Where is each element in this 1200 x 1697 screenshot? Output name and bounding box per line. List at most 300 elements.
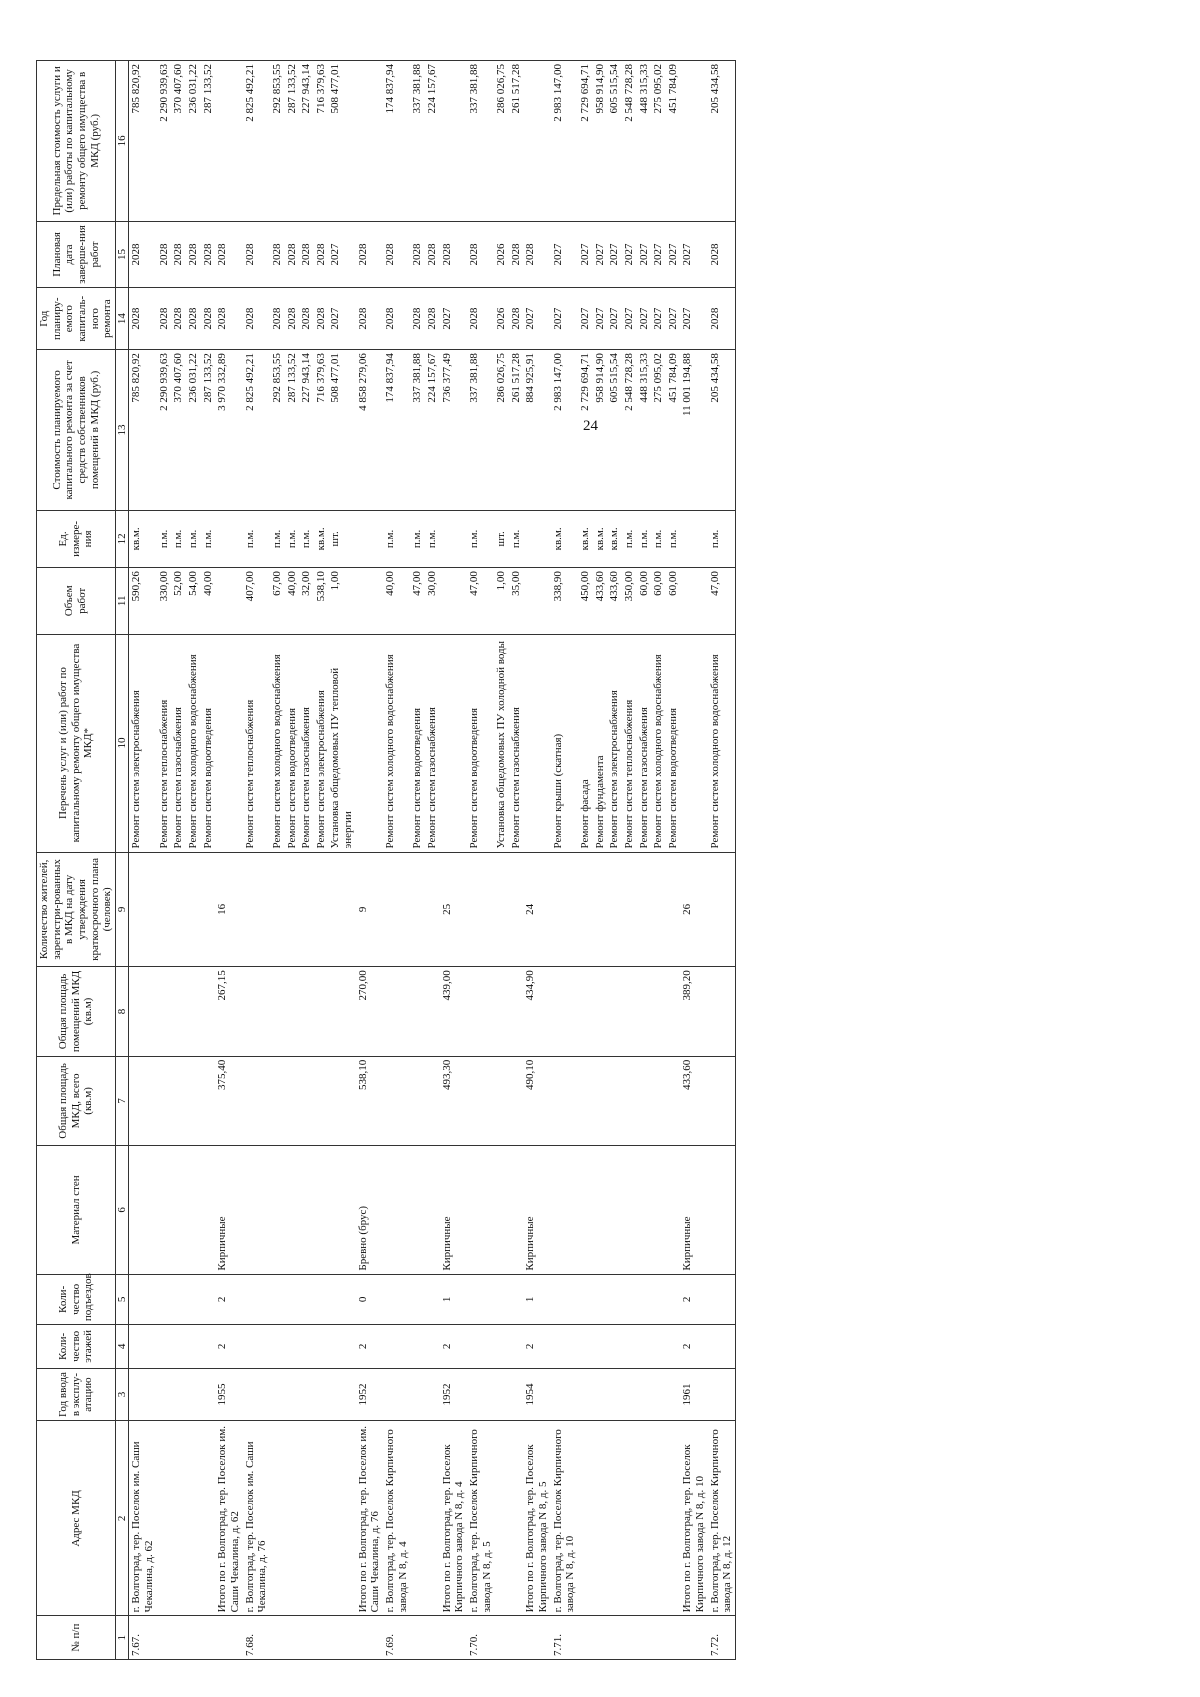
table-cell: 370 407,60 — [171, 61, 186, 222]
table-cell — [171, 1146, 186, 1274]
table-cell: 60,00 — [651, 568, 666, 635]
table-cell: 448 315,33 — [637, 61, 652, 222]
table-cell — [186, 1325, 201, 1369]
table-cell — [509, 1421, 524, 1616]
table-cell: кв.м. — [607, 510, 622, 567]
table-cell: 958 914,90 — [593, 61, 608, 222]
table-cell — [607, 1056, 622, 1145]
table-cell: 958 914,90 — [593, 350, 608, 511]
table-cell: 439,00 — [440, 967, 467, 1056]
table-cell — [509, 1325, 524, 1369]
table-cell — [328, 967, 355, 1056]
table-cell: п.м. — [285, 510, 300, 567]
table-row — [215, 61, 242, 1660]
table-cell — [314, 852, 329, 967]
column-number: 12 — [115, 510, 129, 567]
table-cell: п.м. — [186, 510, 201, 567]
table-cell: Ремонт систем теплоснабжения — [243, 634, 270, 852]
table-cell — [467, 1056, 494, 1145]
table-cell — [383, 967, 410, 1056]
table-row — [243, 61, 270, 1660]
table-row — [622, 61, 637, 1660]
table-cell — [494, 1616, 509, 1660]
table-cell — [593, 852, 608, 967]
table-cell: 330,00 — [157, 568, 172, 635]
table-cell — [578, 1274, 593, 1324]
table-cell — [299, 1146, 314, 1274]
table-cell: 2 290 939,63 — [157, 350, 172, 511]
table-cell — [157, 1421, 172, 1616]
table-row — [201, 61, 216, 1660]
table-cell: г. Волгоград, тер. Поселок Кирпичного завода N 8, д. 12 — [708, 1421, 736, 1616]
table-cell — [215, 568, 242, 635]
table-cell — [666, 967, 681, 1056]
table-cell: 434,90 — [523, 967, 550, 1056]
table-cell: Кирпичные — [680, 1146, 707, 1274]
table-cell — [285, 852, 300, 967]
table-cell — [299, 1274, 314, 1324]
table-cell — [186, 1368, 201, 1421]
table-cell: 286 026,75 — [494, 61, 509, 222]
table-cell — [299, 1056, 314, 1145]
table-cell: 2028 — [383, 288, 410, 350]
table-cell: Итого по г. Волгоград, тер. Поселок им. Саши Чекалина, д. 62 — [215, 1421, 242, 1616]
column-header: Материал стен — [37, 1146, 116, 1274]
table-cell: 2 — [523, 1325, 550, 1369]
table-cell — [215, 634, 242, 852]
table-cell — [171, 852, 186, 967]
table-cell: п.м. — [243, 510, 270, 567]
column-header: № п/п — [37, 1616, 116, 1660]
table-cell — [607, 1421, 622, 1616]
table-cell — [551, 1274, 578, 1324]
table-cell — [637, 1325, 652, 1369]
table-cell: кв.м. — [578, 510, 593, 567]
table-cell — [622, 1421, 637, 1616]
table-cell — [157, 852, 172, 967]
table-cell: 2028 — [299, 288, 314, 350]
table-cell — [607, 1325, 622, 1369]
table-cell — [186, 1274, 201, 1324]
table-cell: 490,10 — [523, 1056, 550, 1145]
table-cell: 370 407,60 — [171, 350, 186, 511]
table-cell: Кирпичные — [215, 1146, 242, 1274]
table-cell — [467, 967, 494, 1056]
table-cell — [129, 1368, 157, 1421]
table-cell — [215, 1616, 242, 1660]
table-cell: 2028 — [356, 221, 383, 288]
table-cell: 60,00 — [666, 568, 681, 635]
table-cell: 2027 — [651, 288, 666, 350]
table-cell — [666, 1325, 681, 1369]
table-cell: п.м. — [637, 510, 652, 567]
table-cell: Ремонт систем электроснабжения — [129, 634, 157, 852]
table-cell: 40,00 — [285, 568, 300, 635]
table-cell: 451 784,09 — [666, 61, 681, 222]
table-cell — [186, 1146, 201, 1274]
table-cell — [299, 1421, 314, 1616]
table-cell — [299, 1368, 314, 1421]
table-cell — [509, 1274, 524, 1324]
column-number: 1 — [115, 1616, 129, 1660]
table-cell — [467, 1368, 494, 1421]
table-cell: 4 858 279,06 — [356, 350, 383, 511]
table-cell — [171, 1616, 186, 1660]
table-cell — [201, 1421, 216, 1616]
table-cell — [383, 1368, 410, 1421]
table-cell — [328, 1274, 355, 1324]
table-cell — [425, 967, 440, 1056]
table-cell: п.м. — [171, 510, 186, 567]
table-cell — [578, 1368, 593, 1421]
table-cell: 2 548 728,28 — [622, 350, 637, 511]
table-cell: 227 943,14 — [299, 61, 314, 222]
table-cell: 450,00 — [578, 568, 593, 635]
table-cell: 785 820,92 — [129, 350, 157, 511]
table-cell — [129, 852, 157, 967]
table-cell — [243, 967, 270, 1056]
table-cell — [578, 1325, 593, 1369]
table-cell — [285, 1146, 300, 1274]
table-cell — [680, 634, 707, 852]
table-cell — [328, 1056, 355, 1145]
table-cell: 2028 — [425, 221, 440, 288]
table-cell: 2 729 694,71 — [578, 61, 593, 222]
table-cell: шт. — [328, 510, 355, 567]
table-cell: Установка общедомовых ПУ тепловой энергии — [328, 634, 355, 852]
column-header: Ед. измере-ния — [37, 510, 116, 567]
table-cell — [410, 1421, 425, 1616]
table-cell — [285, 1616, 300, 1660]
table-cell: 174 837,94 — [383, 61, 410, 222]
table-cell — [708, 852, 736, 967]
page-number: 24 — [583, 418, 598, 434]
table-cell — [666, 1146, 681, 1274]
table-cell — [328, 1616, 355, 1660]
table-cell — [157, 967, 172, 1056]
table-cell: Бревно (брус) — [356, 1146, 383, 1274]
table-cell: 433,60 — [607, 568, 622, 635]
table-cell — [622, 1368, 637, 1421]
table-cell: 1955 — [215, 1368, 242, 1421]
table-cell: 508 477,01 — [328, 61, 355, 222]
column-number: 15 — [115, 221, 129, 288]
column-header: Плановая дата заверше-ния работ — [37, 221, 116, 288]
table-cell: Ремонт систем водоотведения — [201, 634, 216, 852]
table-cell — [680, 61, 707, 222]
table-cell: 26 — [680, 852, 707, 967]
table-cell — [186, 1616, 201, 1660]
table-cell: Итого по г. Волгоград, тер. Поселок Кирпичного завода N 8, д. 5 — [523, 1421, 550, 1616]
table-cell: 2028 — [356, 288, 383, 350]
table-cell: п.м. — [201, 510, 216, 567]
table-cell: 2 548 728,28 — [622, 61, 637, 222]
table-cell — [201, 1274, 216, 1324]
table-cell: 605 515,54 — [607, 61, 622, 222]
table-cell: 448 315,33 — [637, 350, 652, 511]
table-cell — [509, 1616, 524, 1660]
column-header: Год планиру-емого капиталь-ного ремонта — [37, 288, 116, 350]
column-header: Объем работ — [37, 568, 116, 635]
table-cell: 236 031,22 — [186, 61, 201, 222]
table-cell: 2 983 147,00 — [551, 350, 578, 511]
column-number: 8 — [115, 967, 129, 1056]
table-cell — [129, 967, 157, 1056]
table-cell: 2028 — [215, 221, 242, 288]
table-cell: 54,00 — [186, 568, 201, 635]
table-cell — [425, 1368, 440, 1421]
table-cell: кв.м. — [129, 510, 157, 567]
table-cell: 2027 — [593, 288, 608, 350]
table-cell — [523, 634, 550, 852]
table-cell — [201, 1368, 216, 1421]
table-cell: п.м. — [651, 510, 666, 567]
table-cell — [425, 1616, 440, 1660]
table-cell — [607, 967, 622, 1056]
table-cell — [637, 1616, 652, 1660]
table-cell — [186, 967, 201, 1056]
table-cell — [215, 61, 242, 222]
table-cell — [285, 1056, 300, 1145]
table-cell — [201, 1146, 216, 1274]
table-cell — [651, 1056, 666, 1145]
table-cell: 47,00 — [708, 568, 736, 635]
table-body — [129, 61, 736, 1660]
table-cell: 40,00 — [383, 568, 410, 635]
table-cell: Ремонт систем газоснабжения — [637, 634, 652, 852]
table-cell — [637, 852, 652, 967]
table-cell: 25 — [440, 852, 467, 967]
table-cell — [651, 1146, 666, 1274]
table-cell: 337 381,88 — [410, 350, 425, 511]
table-cell: 2 — [215, 1274, 242, 1324]
table-cell — [270, 1325, 285, 1369]
table-cell — [593, 1616, 608, 1660]
table-cell — [129, 1056, 157, 1145]
table-cell: 2028 — [201, 288, 216, 350]
table-cell: 205 434,58 — [708, 350, 736, 511]
table-cell — [607, 1368, 622, 1421]
table-row — [666, 61, 681, 1660]
table-cell: 2027 — [651, 221, 666, 288]
table-cell — [171, 1368, 186, 1421]
table-row — [494, 61, 509, 1660]
table-cell — [440, 634, 467, 852]
table-cell: 2028 — [509, 288, 524, 350]
column-header: Год ввода в эксплу-атацию — [37, 1368, 116, 1421]
table-cell: 2028 — [171, 288, 186, 350]
table-cell: 538,10 — [356, 1056, 383, 1145]
table-cell: 0 — [356, 1274, 383, 1324]
table-cell: Ремонт систем газоснабжения — [425, 634, 440, 852]
table-cell — [593, 1325, 608, 1369]
table-row — [129, 61, 157, 1660]
table-cell: 7.69. — [383, 1616, 410, 1660]
table-cell — [666, 1616, 681, 1660]
table-cell: Ремонт систем газоснабжения — [509, 634, 524, 852]
table-cell: Ремонт систем водоотведения — [285, 634, 300, 852]
table-cell: 287 133,52 — [285, 61, 300, 222]
table-row — [425, 61, 440, 1660]
table-header-row — [37, 61, 116, 1660]
table-cell: 407,00 — [243, 568, 270, 635]
table-cell: 2027 — [637, 221, 652, 288]
table-cell — [383, 1146, 410, 1274]
table-cell — [467, 1146, 494, 1274]
table-cell — [201, 852, 216, 967]
table-cell — [314, 1056, 329, 1145]
table-cell — [270, 967, 285, 1056]
table-cell: 7.68. — [243, 1616, 270, 1660]
table-cell — [622, 1325, 637, 1369]
table-cell: 2028 — [270, 221, 285, 288]
table-cell: 2027 — [666, 288, 681, 350]
table-cell — [494, 1146, 509, 1274]
table-row — [314, 61, 329, 1660]
table-cell: 2028 — [314, 221, 329, 288]
table-cell: п.м. — [383, 510, 410, 567]
table-cell: 2027 — [523, 288, 550, 350]
table-cell — [593, 1368, 608, 1421]
column-number: 9 — [115, 852, 129, 967]
table-cell — [383, 1325, 410, 1369]
table-cell: 2026 — [494, 288, 509, 350]
table-cell: 2027 — [578, 221, 593, 288]
table-cell — [243, 1325, 270, 1369]
table-cell: 11 001 194,88 — [680, 350, 707, 511]
table-cell: 350,00 — [622, 568, 637, 635]
column-header: Общая площадь МКД, всего (кв.м) — [37, 1056, 116, 1145]
table-cell — [186, 1056, 201, 1145]
table-cell — [509, 1146, 524, 1274]
table-cell: 270,00 — [356, 967, 383, 1056]
table-cell: 1961 — [680, 1368, 707, 1421]
table-cell — [157, 1146, 172, 1274]
table-cell: 2028 — [523, 221, 550, 288]
table-cell: 24 — [523, 852, 550, 967]
table-cell — [551, 1056, 578, 1145]
table-cell: Итого по г. Волгоград, тер. Поселок Кирпичного завода N 8, д. 4 — [440, 1421, 467, 1616]
table-cell — [637, 1056, 652, 1145]
table-cell — [523, 1616, 550, 1660]
table-cell — [708, 967, 736, 1056]
table-cell — [129, 1325, 157, 1369]
table-cell — [551, 1325, 578, 1369]
table-cell: 2028 — [425, 288, 440, 350]
table-cell: 174 837,94 — [383, 350, 410, 511]
table-cell: г. Волгоград, тер. Поселок Кирпичного завода N 8, д. 10 — [551, 1421, 578, 1616]
table-cell: 375,40 — [215, 1056, 242, 1145]
table-row — [578, 61, 593, 1660]
table-cell — [607, 1146, 622, 1274]
table-cell — [270, 1146, 285, 1274]
table-cell — [637, 1368, 652, 1421]
table-cell — [299, 1616, 314, 1660]
table-cell — [666, 1421, 681, 1616]
table-cell — [270, 1368, 285, 1421]
table-cell — [410, 852, 425, 967]
table-cell — [243, 1146, 270, 1274]
table-cell: 451 784,09 — [666, 350, 681, 511]
table-cell — [622, 1616, 637, 1660]
table-cell — [467, 1274, 494, 1324]
table-cell: 2028 — [440, 221, 467, 288]
table-cell: 227 943,14 — [299, 350, 314, 511]
table-cell — [171, 1325, 186, 1369]
table-cell: 224 157,67 — [425, 61, 440, 222]
table-row — [607, 61, 622, 1660]
table-cell: 2028 — [215, 288, 242, 350]
table-cell: 1954 — [523, 1368, 550, 1421]
table-cell: 389,20 — [680, 967, 707, 1056]
table-cell — [637, 1146, 652, 1274]
table-cell: 224 157,67 — [425, 350, 440, 511]
table-cell — [551, 967, 578, 1056]
table-cell — [666, 852, 681, 967]
table-cell — [622, 967, 637, 1056]
column-number: 10 — [115, 634, 129, 852]
table-cell: 9 — [356, 852, 383, 967]
table-row — [157, 61, 172, 1660]
table-cell: Ремонт систем водоотведения — [410, 634, 425, 852]
column-number-row — [115, 61, 129, 1660]
table-cell — [157, 1056, 172, 1145]
table-cell: 2028 — [299, 221, 314, 288]
table-cell — [129, 1146, 157, 1274]
table-cell: 30,00 — [425, 568, 440, 635]
table-cell: 275 095,02 — [651, 61, 666, 222]
table-cell — [708, 1368, 736, 1421]
table-cell — [651, 967, 666, 1056]
table-cell: 2027 — [607, 221, 622, 288]
table-cell — [467, 852, 494, 967]
table-cell — [440, 510, 467, 567]
table-cell — [440, 1616, 467, 1660]
table-cell: г. Волгоград, тер. Поселок им. Саши Чекалина, д. 76 — [243, 1421, 270, 1616]
table-row — [551, 61, 578, 1660]
table-cell — [523, 510, 550, 567]
table-cell — [680, 510, 707, 567]
table-cell — [651, 1616, 666, 1660]
table-cell: 2 — [440, 1325, 467, 1369]
table-cell: Ремонт фундамента — [593, 634, 608, 852]
table-cell: 2028 — [509, 221, 524, 288]
table-row — [509, 61, 524, 1660]
column-header: Коли-чество этажей — [37, 1325, 116, 1369]
table-row — [270, 61, 285, 1660]
table-cell: 2028 — [410, 221, 425, 288]
table-cell — [299, 1325, 314, 1369]
table-cell — [607, 1274, 622, 1324]
table-cell: п.м. — [666, 510, 681, 567]
table-cell: 716 379,63 — [314, 61, 329, 222]
table-cell: кв.м. — [314, 510, 329, 567]
table-cell: 337 381,88 — [467, 350, 494, 511]
table-cell — [270, 1056, 285, 1145]
table-cell: 292 853,55 — [270, 350, 285, 511]
table-cell — [578, 1146, 593, 1274]
table-row — [410, 61, 425, 1660]
column-header: Количество жителей, зарегистри-рованных в МКД на дату утверждения краткосрочного плана (человек) — [37, 852, 116, 967]
table-cell — [578, 852, 593, 967]
table-cell: 3 970 332,89 — [215, 350, 242, 511]
table-cell: 2028 — [410, 288, 425, 350]
table-cell — [299, 967, 314, 1056]
table-cell — [328, 1421, 355, 1616]
table-cell: Ремонт систем теплоснабжения — [622, 634, 637, 852]
table-cell: 2028 — [186, 288, 201, 350]
table-cell — [523, 568, 550, 635]
